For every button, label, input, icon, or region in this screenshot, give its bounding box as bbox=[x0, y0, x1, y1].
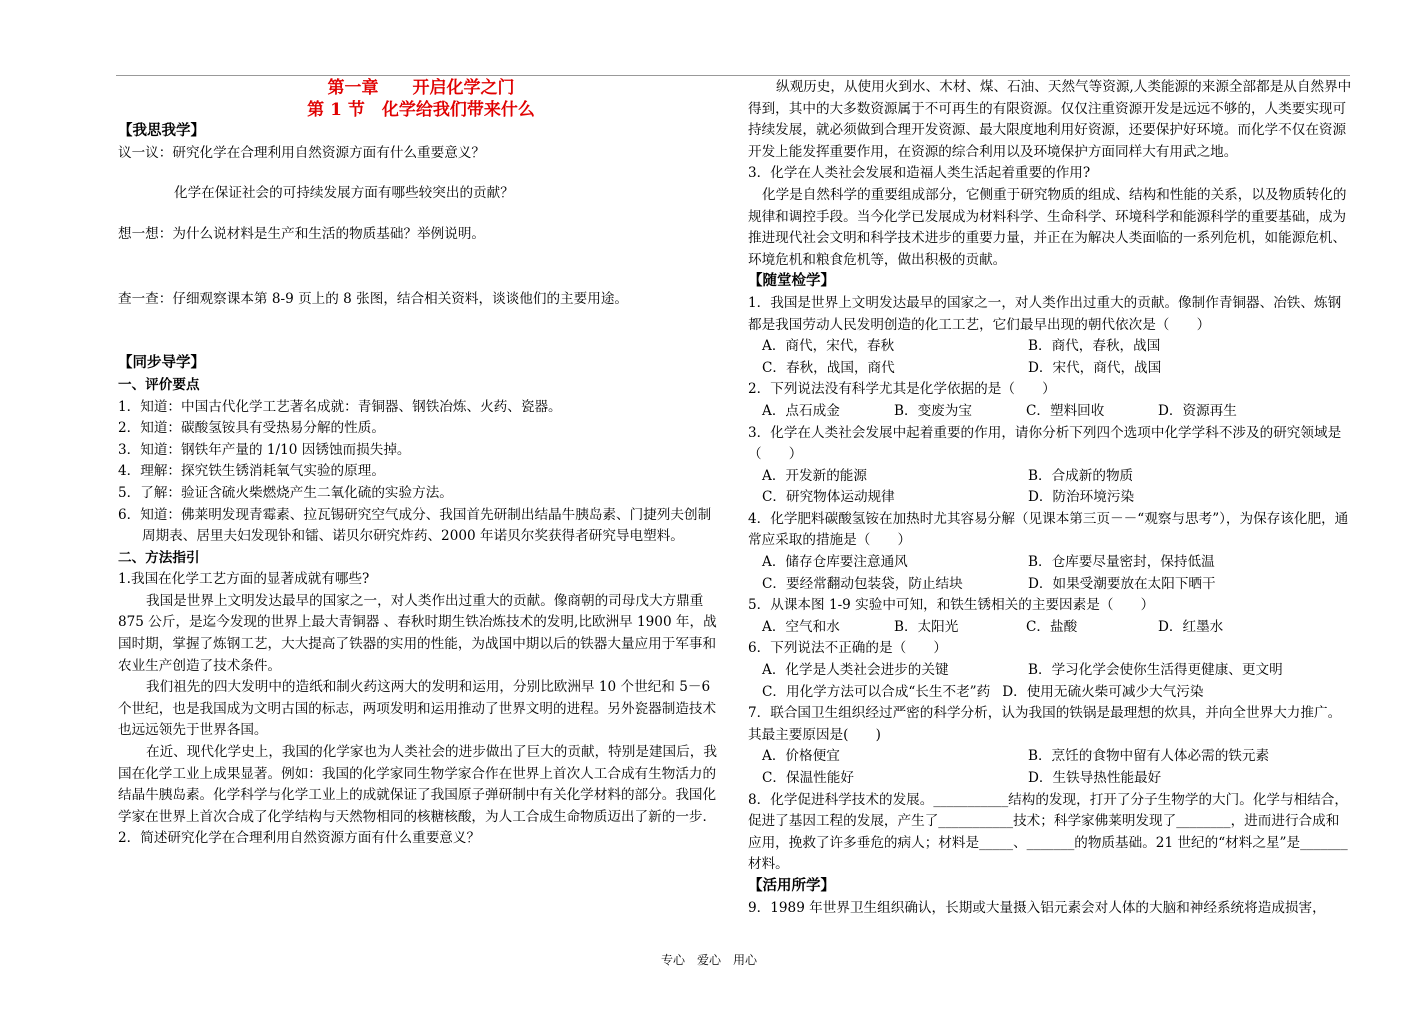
exercise-6-options bbox=[748, 660, 1352, 682]
exercise-9: 9．1989 年世界卫生组织确认，长期或大量摄入铝元素会对人体的大脑和神经系统将造成损害， bbox=[748, 899, 1326, 916]
right-column bbox=[748, 77, 1355, 919]
exercise-4-options bbox=[748, 552, 1352, 574]
option-d: D．宋代，商代，战国 bbox=[1028, 359, 1162, 376]
method-paragraph-2: 我们祖先的四大发明中的造纸和制火药这两大的发明和运用，分别比欧洲早 10 个世纪和 5－6 个世纪，也是我国成为文明古国的标志，两项发明和运用推动了世界文明的进程。另外瓷器制造技术也远远领先于世界各国。 bbox=[118, 679, 717, 739]
option-c: C．要经常翻动包装袋，防止结块 bbox=[762, 575, 963, 592]
option-b: B．学习化学会使你生活得更健康、更文明 bbox=[1028, 662, 1283, 679]
method-paragraph-1: 我国是世界上文明发达最早的国家之一，对人类作出过重大的贡献。像商朝的司母戊大方鼎重 875 公斤，是迄今发现的世界上最大青铜器 、春秋时期生铁冶炼技术的发明,比欧洲早 1900 年，战国时期，掌握了炼钢工艺，大大提高了铁器的实用的性能，为战国中期以后的铁器大量应用于军事和农业生产创造了技术条件。 bbox=[118, 592, 717, 674]
option-d: D．资源再生 bbox=[1158, 402, 1237, 419]
option-b: B．太阳光 bbox=[894, 618, 959, 635]
method-question-3: 3．化学在人类社会发展和造福人类生活起着重要的作用? bbox=[748, 165, 1091, 182]
exercise-1: 1．我国是世界上文明发达最早的国家之一，对人类作出过重大的贡献。像制作青铜器、冶铁、炼钢都是我国劳动人民发明创造的化工工艺，它们最早出现的朝代依次是（ ） bbox=[748, 294, 1342, 333]
discuss-question-1: 议一议：研究化学在合理利用自然资源方面有什么重要意义？ bbox=[118, 144, 486, 161]
exercise-5-options bbox=[748, 617, 1352, 639]
lookup-question: 查一查：仔细观察课本第 8-9 页上的 8 张图，结合相关资料，谈谈他们的主要用途。 bbox=[118, 290, 629, 307]
exercise-7: 7．联合国卫生组织经过严密的科学分析，认为我国的铁锅是最理想的炊具，并向全世界大力推广。其最主要原因是( ) bbox=[748, 705, 1342, 743]
option-b: B．仓库要尽量密封，保持低温 bbox=[1028, 554, 1215, 571]
option-b: B．烹饪的食物中留有人体必需的铁元素 bbox=[1028, 748, 1270, 765]
point-2: 2．知道：碳酸氢铵具有受热易分解的性质。 bbox=[118, 420, 385, 437]
option-c: C．盐酸 bbox=[1026, 618, 1078, 635]
option-b: B．商代，春秋，战国 bbox=[1028, 338, 1161, 355]
pingjia-heading: 一、评价要点 bbox=[118, 376, 200, 393]
option-c: C．塑料回收 bbox=[1026, 402, 1105, 419]
option-c: C．春秋，战国，商代 bbox=[762, 359, 895, 376]
option-a: A．化学是人类社会进步的关键 bbox=[762, 662, 949, 679]
option-d: D．防治环境污染 bbox=[1028, 489, 1135, 506]
exercise-6-options bbox=[748, 682, 1352, 704]
think-question: 想一想：为什么说材料是生产和生活的物质基础？举例说明。 bbox=[118, 225, 486, 242]
option-a: A．空气和水 bbox=[762, 618, 840, 635]
point-5: 5．了解：验证含硫火柴燃烧产生二氧化硫的实验方法。 bbox=[118, 484, 453, 501]
point-3: 3．知道：钢铁年产量的 1/10 因锈蚀而损失掉。 bbox=[118, 441, 411, 458]
method-question-2: 2．简述研究化学在合理利用自然资源方面有什么重要意义？ bbox=[118, 830, 481, 847]
exercise-1-options bbox=[748, 336, 1352, 358]
option-a: A．价格便宜 bbox=[762, 748, 840, 765]
option-d: D．如果受潮要放在太阳下晒干 bbox=[1028, 575, 1216, 592]
resource-paragraph: 纵观历史，从使用火到水、木材、煤、石油、天然气等资源,人类能源的来源全部都是从自然界中得到，其中的大多数资源属于不可再生的有限资源。仅仅注重资源开发是远远不够的，人类要实现可持续发展，就必须做到合理开发资源、最大限度地利用好资源，还要保护好环境。而化学不仅在资源开发上能发挥重要作用，在资源的综合利用以及环境保护方面同样大有用武之地。 bbox=[748, 79, 1352, 160]
point-4: 4．理解：探究铁生锈消耗氧气实验的原理。 bbox=[118, 463, 385, 480]
fangfa-heading: 二、方法指引 bbox=[118, 549, 200, 566]
method-question-1: 1.我国在化学工艺方面的显著成就有哪些? bbox=[118, 571, 370, 588]
exercise-7-options bbox=[748, 768, 1352, 790]
exercise-4-options bbox=[748, 574, 1352, 596]
exercise-3: 3．化学在人类社会发展中起着重要的作用，请你分析下列四个选项中化学学科不涉及的研究领域是 （ ） bbox=[748, 424, 1355, 463]
option-b: B．合成新的物质 bbox=[1028, 467, 1134, 484]
top-rule bbox=[116, 75, 1350, 76]
tongbu-heading: 【同步导学】 bbox=[118, 355, 205, 372]
option-d: D．红墨水 bbox=[1158, 618, 1224, 635]
exercise-3-options bbox=[748, 487, 1352, 509]
method-paragraph-3: 在近、现代化学史上，我国的化学家也为人类社会的进步做出了巨大的贡献，特别是建国后，我国在化学工业上成果显著。例如：我国的化学家同生物学家合作在世界上首次人工合成有生物活力的结晶牛胰岛素。化学科学与化学工业上的成就保证了我国原子弹研制中有关化学材料的部分。我国化学家在世界上首次合成了化学结构与天然物相同的核糖核酸，为人工合成生命物质迈出了新的一步． bbox=[118, 744, 717, 825]
option-a: A．开发新的能源 bbox=[762, 467, 867, 484]
exercise-4: 4．化学肥料碳酸氢铵在加热时尤其容易分解（见课本第三页－－“观察与思考”），为保存该化肥，通常应采取的措施是（ ） bbox=[748, 510, 1349, 549]
chapter-title: 第一章 开启化学之门 bbox=[327, 78, 515, 98]
wosi-heading: 【我思我学】 bbox=[118, 123, 205, 139]
option-a: A．储存仓库要注意通风 bbox=[762, 554, 908, 571]
option-d: D．使用无硫火柴可减少大气污染 bbox=[1002, 683, 1204, 700]
exercise-7-options bbox=[748, 746, 1352, 768]
left-column bbox=[118, 77, 724, 850]
option-b: B．变废为宝 bbox=[894, 402, 972, 419]
option-c: C．用化学方法可以合成“长生不老”药 bbox=[762, 683, 991, 700]
exercise-3-options bbox=[748, 466, 1352, 488]
suitang-heading: 【随堂检学】 bbox=[748, 273, 835, 290]
exercise-6: 6．下列说法不正确的是（ ） bbox=[748, 640, 947, 657]
exercise-8: 8．化学促进科学技术的发展。___________结构的发现，打开了分子生物学的大门。化学与相结合，促进了基因工程的发展，产生了___________技术；科学家佛莱明发现了________，进而进行合成和应用，挽救了许多垂危的病人；材料是_____、_______的物质基础。21 世纪的“材料之星”是_______材料。 bbox=[748, 791, 1348, 873]
exercise-2: 2．下列说法没有科学尤其是化学依据的是（ ） bbox=[748, 381, 1056, 398]
point-1: 1．知道：中国古代化学工艺著名成就：青铜器、钢铁冶炼、火药、瓷器。 bbox=[118, 398, 562, 415]
option-a: A．点石成金 bbox=[762, 402, 840, 419]
page-footer: 专心 爱心 用心 bbox=[660, 953, 757, 967]
option-a: A．商代，宋代，春秋 bbox=[762, 338, 895, 355]
exercise-5: 5．从课本图 1-9 实验中可知，和铁生锈相关的主要因素是（ ） bbox=[748, 597, 1155, 614]
option-c: C．研究物体运动规律 bbox=[762, 489, 895, 506]
option-c: C．保温性能好 bbox=[762, 770, 854, 786]
exercise-1-options bbox=[748, 358, 1352, 380]
exercise-2-options bbox=[748, 401, 1352, 423]
chemistry-paragraph: 化学是自然科学的重要组成部分，它侧重于研究物质的组成、结构和性能的关系，以及物质转化的规律和调控手段。当今化学已发展成为材料科学、生命科学、环境科学和能源科学的重要基础，成为推进现代社会文明和科学技术进步的重要力量，并正在为解决人类面临的一系列危机，如能源危机、环境危机和粮食危机等，做出积极的贡献。 bbox=[748, 186, 1347, 268]
section-title: 第 1 节 化学给我们带来什么 bbox=[307, 100, 535, 120]
discuss-question-2: 化学在保证社会的可持续发展方面有哪些较突出的贡献？ bbox=[174, 185, 514, 202]
point-6: 6．知道：佛莱明发现青霉素、拉瓦锡研究空气成分、我国首先研制出结晶牛胰岛素、门捷列夫创制周期表、居里夫妇发现钋和镭、诺贝尔研究炸药、2000 年诺贝尔奖获得者研究导电塑料。 bbox=[118, 506, 712, 545]
option-d: D．生铁导热性能最好 bbox=[1028, 770, 1162, 786]
huoyong-heading: 【活用所学】 bbox=[748, 877, 835, 894]
